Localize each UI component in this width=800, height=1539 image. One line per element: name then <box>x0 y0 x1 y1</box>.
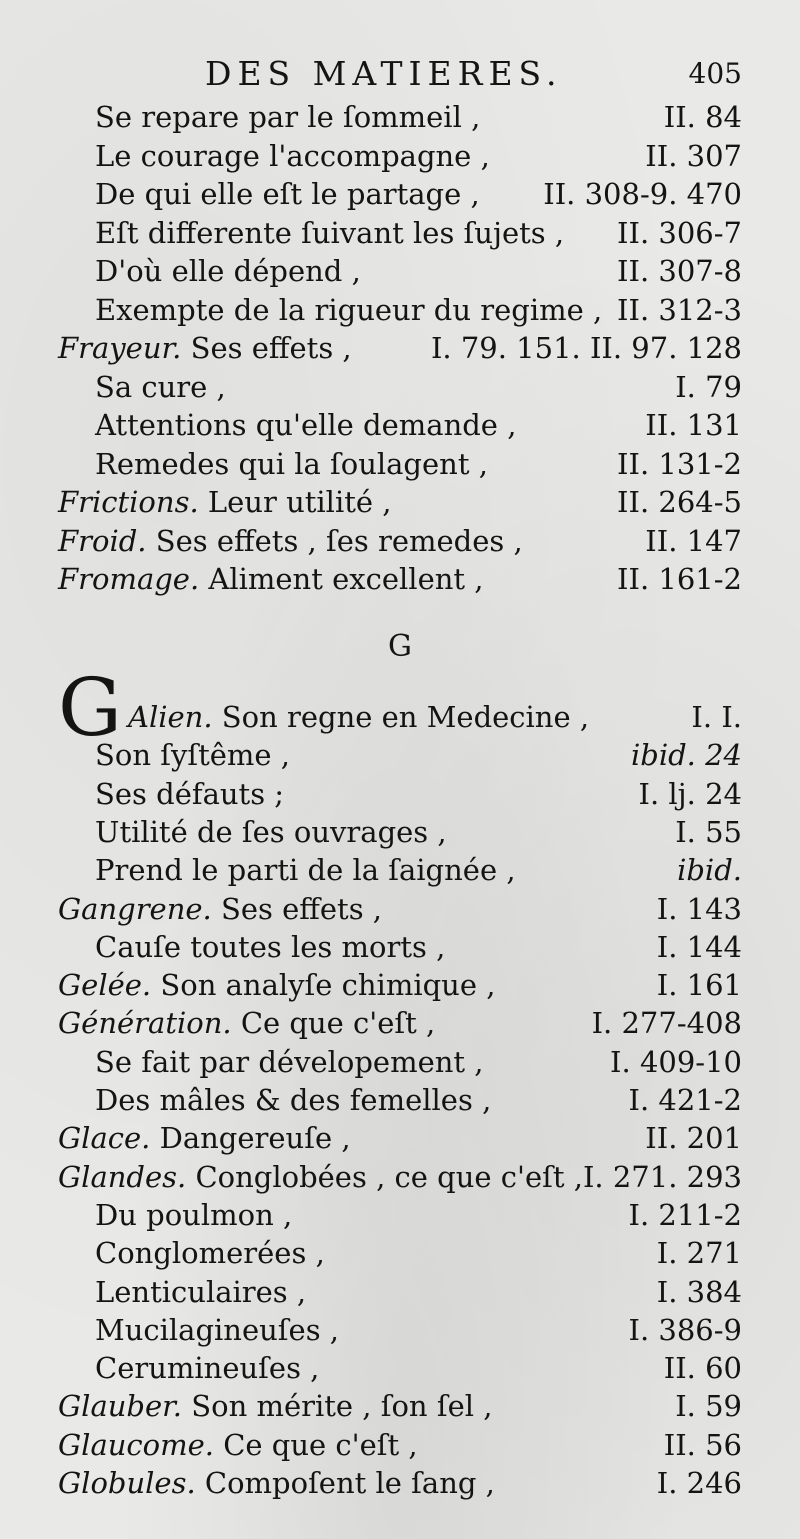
entry-description: Prend le parti de la ſaignée , <box>95 853 516 888</box>
entry-description: Attentions qu'elle demande , <box>95 408 517 442</box>
entry-reference: II. 264-5 <box>617 485 742 519</box>
entry-description: De qui elle eſt le partage , <box>95 177 480 211</box>
entry-description: Ses effets , ſes remedes , <box>155 523 523 558</box>
entry-reference: I. I. <box>691 700 742 734</box>
entry-description: Compoſent le ſang , <box>204 1466 495 1500</box>
index-entry <box>0 1464 800 1502</box>
entry-reference: I. 55 <box>675 814 742 849</box>
entry-reference: I. 246 <box>656 1466 742 1500</box>
entry-description: Aliment excellent , <box>208 562 484 596</box>
entry-text <box>95 928 445 966</box>
entry-text <box>58 1004 435 1042</box>
entry-headword: Génération. <box>58 1006 232 1041</box>
entry-headword: Glandes. <box>58 1159 187 1194</box>
index-entry <box>0 1119 800 1157</box>
entry-reference: I. 144 <box>656 929 742 964</box>
entry-description: Remedes qui la ſoulagent , <box>95 446 488 481</box>
page-number: 405 <box>688 57 742 90</box>
index-entry <box>0 736 800 774</box>
entry-reference: II. 306-7 <box>617 215 742 250</box>
index-entry <box>0 483 800 521</box>
entry-description: Le courage l'accompagne , <box>95 138 490 173</box>
index-entry <box>0 1158 800 1196</box>
entry-reference: I. 211-2 <box>628 1197 742 1232</box>
index-entry <box>0 252 800 290</box>
entry-text <box>95 1081 491 1119</box>
entry-headword: Froid. <box>58 523 147 558</box>
entry-description: Ce que c'eſt , <box>223 1427 418 1462</box>
entry-text <box>58 1426 418 1464</box>
entry-reference: II. 60 <box>663 1351 742 1386</box>
index-entry <box>0 1043 800 1081</box>
index-entry <box>0 560 800 598</box>
index-entry <box>0 813 800 851</box>
entry-reference: ibid. 24 <box>630 738 742 773</box>
entry-description: Mucilagineuſes , <box>95 1312 340 1347</box>
entry-description: Son mérite , ſon ſel , <box>191 1389 493 1424</box>
entry-reference: II. 56 <box>663 1427 742 1462</box>
entry-reference: I. 277-408 <box>591 1006 742 1041</box>
entry-text <box>95 1311 339 1349</box>
entry-text <box>95 775 284 813</box>
entry-description: Ses défauts ; <box>95 776 285 811</box>
entry-text <box>95 1196 292 1234</box>
entry-description: Conglomerées , <box>95 1236 325 1271</box>
entry-text <box>58 1464 495 1502</box>
index-entry <box>0 1004 800 1042</box>
entry-description: Utilité de ſes ouvrages , <box>95 814 447 849</box>
entry-description: Ses effets , <box>221 891 383 926</box>
entry-headword: Glaucome. <box>58 1427 214 1462</box>
index-entry <box>0 214 800 252</box>
section-letter: G <box>388 629 412 664</box>
index-entry <box>0 98 800 136</box>
index-entry <box>0 1311 800 1349</box>
entry-text <box>58 522 523 560</box>
entry-headword: Glauber. <box>58 1389 183 1424</box>
entry-description: Ce que c'eſt , <box>240 1006 436 1041</box>
entry-reference: II. 84 <box>663 100 742 134</box>
entry-reference: II. 308-9. 470 <box>543 177 742 211</box>
entry-description: Se repare par le ſommeil , <box>95 100 481 134</box>
entry-reference: I. 271. 293 <box>582 1159 742 1194</box>
index-entry <box>0 1081 800 1119</box>
entry-description: Eſt differente ſuivant les ſujets , <box>95 215 565 250</box>
entry-reference: II. 307-8 <box>617 254 742 288</box>
index-entry <box>0 928 800 966</box>
index-entry <box>0 1426 800 1464</box>
entry-text <box>95 291 602 329</box>
entry-description: Des mâles & des femelles , <box>95 1083 492 1117</box>
entry-reference: I. lj. 24 <box>638 776 742 811</box>
index-entry <box>0 698 800 736</box>
index-entry <box>0 445 800 483</box>
entry-description: Conglobées , ce que c'eſt , <box>195 1159 583 1194</box>
entry-text <box>95 813 447 851</box>
entry-reference: I. 409-10 <box>610 1044 742 1079</box>
index-entry <box>0 851 800 889</box>
index-entry <box>0 329 800 367</box>
entry-text <box>95 1043 484 1081</box>
entry-headword: Frayeur. <box>58 331 182 365</box>
index-entry <box>0 368 800 406</box>
entry-text <box>58 560 484 598</box>
entry-reference: I. 143 <box>656 891 742 926</box>
entry-description: D'où elle dépend , <box>95 254 361 288</box>
entry-description: Son analyſe chimique , <box>160 968 496 1003</box>
entry-text <box>95 445 488 483</box>
entry-headword: Glace. <box>58 1121 151 1156</box>
entry-reference: II. 312-3 <box>617 292 742 327</box>
entry-description: Cerumineuſes , <box>95 1351 320 1386</box>
entry-text <box>95 851 516 889</box>
entry-text <box>95 1234 325 1272</box>
entry-reference: I. 59 <box>675 1389 742 1424</box>
index-entry <box>0 137 800 175</box>
entry-reference: ibid. <box>677 853 742 888</box>
entry-text <box>95 252 361 290</box>
entry-text <box>128 698 589 736</box>
header-title: DES MATIERES. <box>205 54 563 93</box>
entry-text <box>95 1349 319 1387</box>
entry-reference: II. 201 <box>645 1121 742 1156</box>
entry-text <box>58 483 391 521</box>
drop-cap: G <box>58 661 122 754</box>
entry-headword: Frictions. <box>58 485 199 519</box>
entry-headword: Alien. <box>128 700 213 734</box>
entry-description: Son ſyſtême , <box>95 738 290 773</box>
entry-text <box>58 329 352 367</box>
index-entry <box>0 406 800 444</box>
entry-text <box>95 175 480 213</box>
index-entry <box>0 1349 800 1387</box>
entry-description: Sa cure , <box>95 369 226 404</box>
entry-headword: Fromage. <box>58 562 200 596</box>
entry-reference: I. 161 <box>656 968 742 1003</box>
index-entry <box>0 1234 800 1272</box>
entry-reference: I. 386-9 <box>628 1312 742 1347</box>
entry-reference: II. 131 <box>645 408 742 442</box>
entry-text <box>95 736 290 774</box>
index-entry <box>0 890 800 928</box>
entry-description: Exempte de la rigueur du regime , <box>95 292 603 327</box>
index-entry <box>0 966 800 1004</box>
index-entry <box>0 291 800 329</box>
entry-text <box>58 1119 351 1157</box>
entry-reference: II. 147 <box>645 523 742 558</box>
entry-text <box>95 137 490 175</box>
entry-reference: II. 307 <box>645 138 742 173</box>
index-entry <box>0 1196 800 1234</box>
entry-reference: I. 271 <box>656 1236 742 1271</box>
entry-reference: II. 161-2 <box>617 562 742 596</box>
entry-description: Lenticulaires , <box>95 1274 307 1309</box>
running-header <box>0 52 800 96</box>
entry-headword: Gelée. <box>58 968 152 1003</box>
index-entry <box>0 775 800 813</box>
entry-text <box>58 1387 492 1425</box>
entry-text <box>95 214 564 252</box>
entry-text <box>95 1273 306 1311</box>
index-entry <box>0 1273 800 1311</box>
entry-description: Se fait par dévelopement , <box>95 1044 484 1079</box>
entry-headword: Globules. <box>58 1466 196 1500</box>
entry-text <box>95 406 516 444</box>
index-entry <box>0 1387 800 1425</box>
entry-description: Leur utilité , <box>207 485 392 519</box>
entry-text <box>58 1158 583 1196</box>
entry-description: Cauſe toutes les morts , <box>95 929 446 964</box>
entry-reference: I. 421-2 <box>628 1083 742 1117</box>
entry-text <box>95 98 480 136</box>
entry-description: Son regne en Medecine , <box>221 700 590 734</box>
entry-reference: I. 79 <box>675 369 742 404</box>
entry-reference: II. 131-2 <box>617 446 742 481</box>
entry-headword: Gangrene. <box>58 891 212 926</box>
entry-text <box>58 890 382 928</box>
index-entry <box>0 175 800 213</box>
entry-description: Dangereuſe , <box>159 1121 351 1156</box>
entry-text <box>95 368 226 406</box>
entry-text <box>58 966 495 1004</box>
entry-description: Ses effets , <box>190 331 352 365</box>
entry-description: Du poulmon , <box>95 1197 293 1232</box>
entry-reference: I. 79. 151. II. 97. 128 <box>430 331 742 365</box>
index-entry <box>0 522 800 560</box>
entry-reference: I. 384 <box>656 1274 742 1309</box>
